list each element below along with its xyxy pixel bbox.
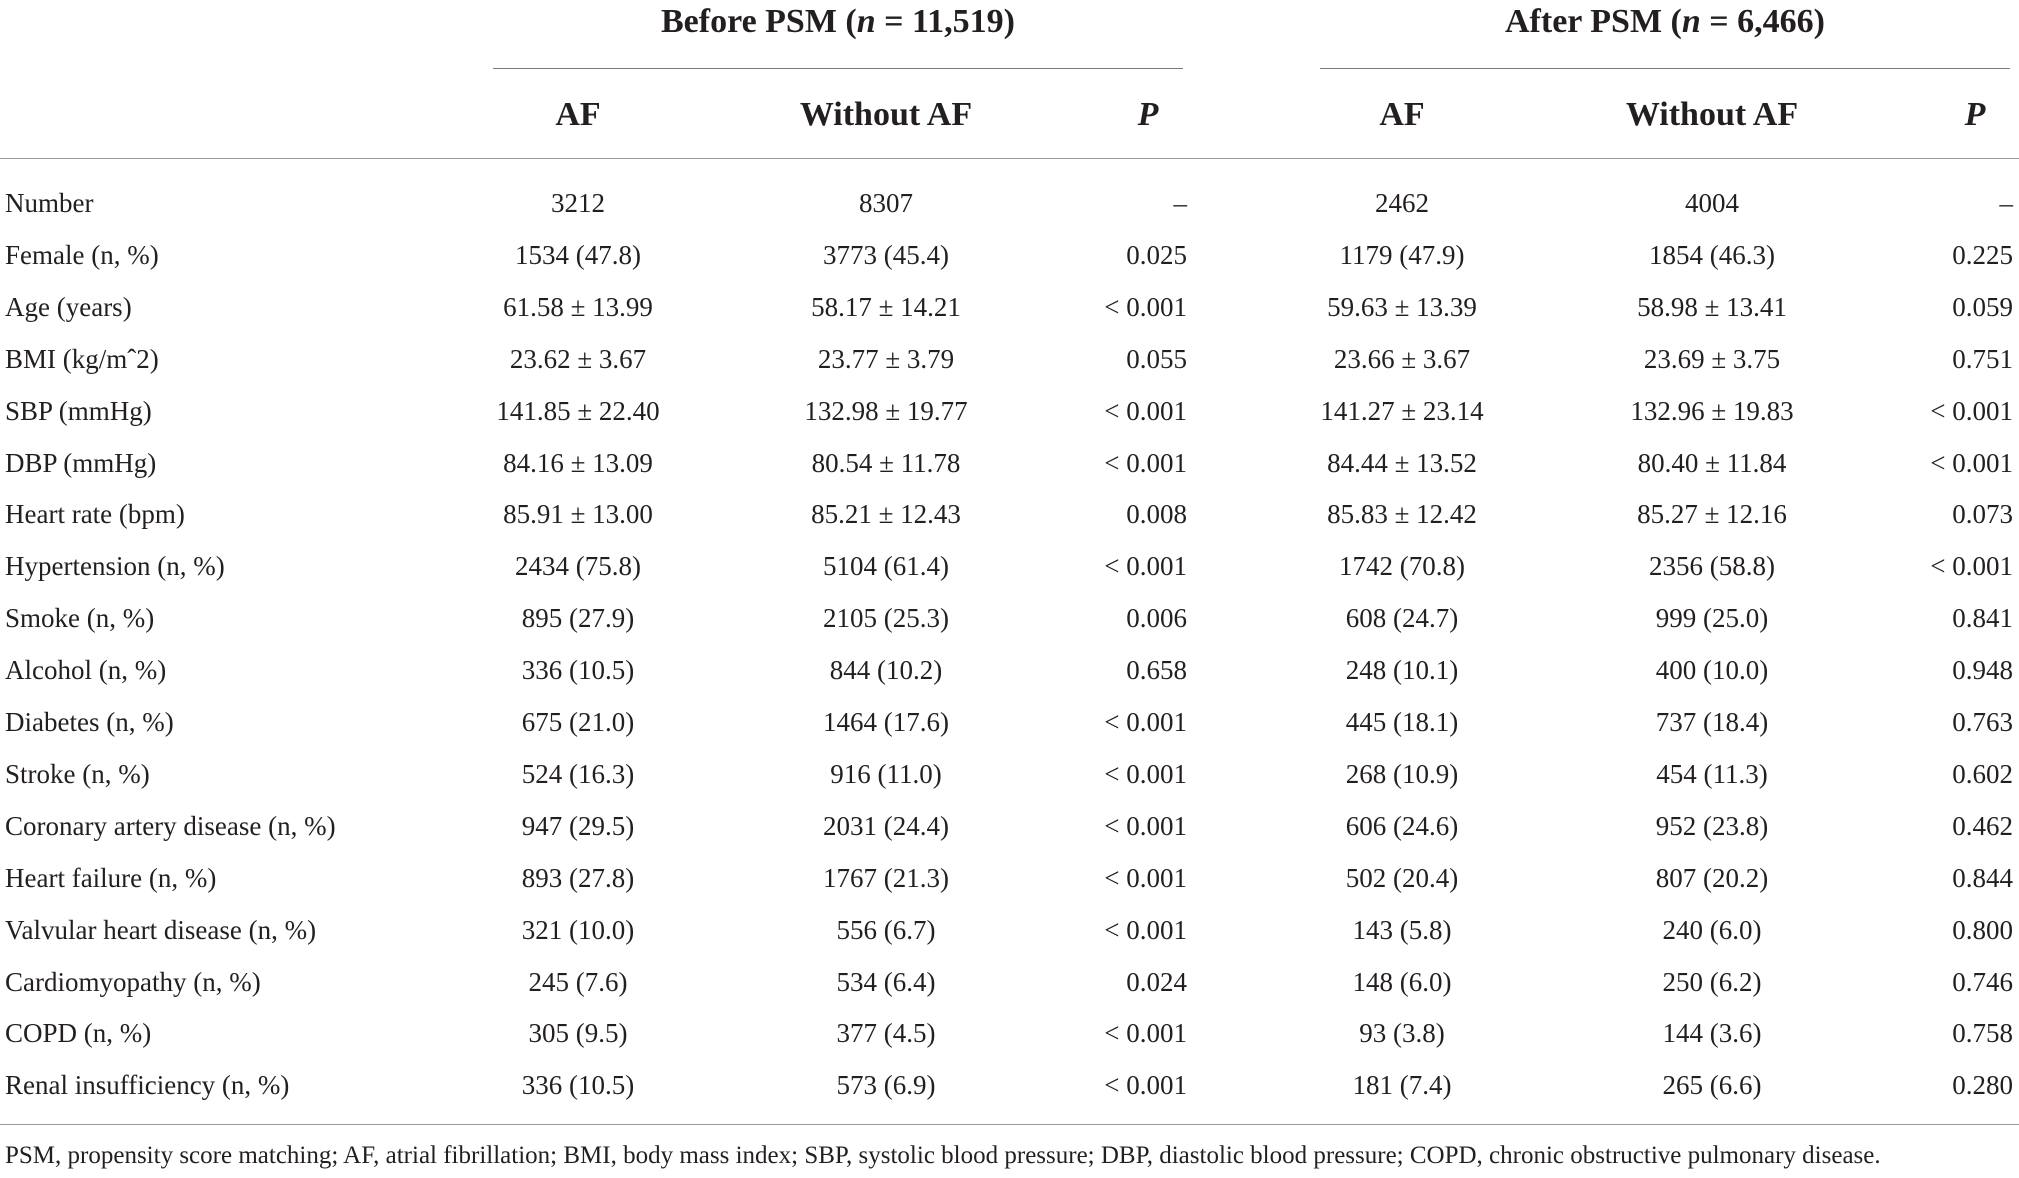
cell-p-before: 0.055 <box>1126 343 1187 374</box>
cell-without-af-after: 4004 <box>1685 188 1739 218</box>
table-row <box>0 1059 2019 1111</box>
cell-af-before: 84.16 ± 13.09 <box>503 447 653 478</box>
cell-p-before: < 0.001 <box>1104 395 1187 426</box>
cell-p-before: 0.024 <box>1126 966 1187 997</box>
cell-p-after: 0.948 <box>1952 655 2013 686</box>
cell-p-before: < 0.001 <box>1104 1018 1187 1049</box>
cell-p-before: < 0.001 <box>1104 707 1187 737</box>
cell-without-af-after: 807 (20.2) <box>1655 862 1769 893</box>
bottom-rule <box>0 1124 2019 1125</box>
group-header-prefix: Before PSM ( <box>661 3 857 40</box>
cell-without-af-after: 250 (6.2) <box>1662 966 1762 997</box>
row-label: Stroke (n, %) <box>5 758 150 789</box>
cell-p-before: 0.025 <box>1126 239 1187 270</box>
cell-af-before: 3212 <box>551 188 605 218</box>
group-header-n-symbol: n <box>1681 3 1701 40</box>
table-row <box>0 229 2019 281</box>
table-row <box>0 644 2019 696</box>
table-row <box>0 540 2019 592</box>
cell-af-after: 502 (20.4) <box>1345 862 1459 893</box>
cell-without-af-before: 5104 (61.4) <box>823 551 949 582</box>
cell-af-after: 248 (10.1) <box>1345 655 1459 686</box>
table-row <box>0 956 2019 1008</box>
cell-af-after: 1179 (47.9) <box>1339 239 1465 270</box>
cell-p-after: 0.225 <box>1952 239 2013 270</box>
cell-p-before: < 0.001 <box>1104 810 1187 841</box>
table-row <box>0 281 2019 333</box>
cell-p-after: < 0.001 <box>1930 447 2013 478</box>
cell-without-af-before: 2105 (25.3) <box>823 603 949 634</box>
cell-without-af-after: 85.27 ± 12.16 <box>1637 499 1787 530</box>
cell-af-after: 143 (5.8) <box>1352 914 1452 945</box>
cell-af-after: 181 (7.4) <box>1352 1070 1452 1101</box>
row-label: Age (years) <box>5 291 132 322</box>
cell-af-after: 2462 <box>1375 188 1429 218</box>
cell-p-after: 0.462 <box>1952 810 2013 841</box>
cell-p-before: < 0.001 <box>1104 914 1187 945</box>
cell-af-after: 1742 (70.8) <box>1339 551 1465 582</box>
cell-af-before: 85.91 ± 13.00 <box>503 499 653 530</box>
cell-without-af-before: 556 (6.7) <box>836 914 936 945</box>
cell-without-af-before: 80.54 ± 11.78 <box>811 447 961 478</box>
row-label: Cardiomyopathy (n, %) <box>5 966 261 997</box>
cell-p-after: 0.844 <box>1952 862 2013 893</box>
cell-p-before: < 0.001 <box>1104 1070 1187 1101</box>
row-label: COPD (n, %) <box>5 1018 152 1049</box>
cell-without-af-before: 3773 (45.4) <box>823 239 949 270</box>
cell-p-before: < 0.001 <box>1104 758 1187 789</box>
group-header-suffix: = 11,519) <box>875 3 1015 40</box>
column-header-without-af-before: Without AF <box>799 96 973 133</box>
row-label: Coronary artery disease (n, %) <box>5 810 336 841</box>
cell-af-before: 1534 (47.8) <box>515 239 641 270</box>
cell-without-af-before: 23.77 ± 3.79 <box>817 343 955 374</box>
cell-af-after: 85.83 ± 12.42 <box>1327 499 1477 530</box>
table-row <box>0 177 2019 229</box>
table-row <box>0 333 2019 385</box>
cell-without-af-after: 400 (10.0) <box>1655 655 1769 686</box>
cell-p-after: 0.800 <box>1952 914 2013 945</box>
cell-without-af-before: 1464 (17.6) <box>823 707 949 737</box>
cell-af-after: 93 (3.8) <box>1359 1018 1445 1049</box>
cell-af-after: 59.63 ± 13.39 <box>1327 291 1477 322</box>
table-row <box>0 488 2019 540</box>
table-row <box>0 437 2019 489</box>
cell-af-before: 141.85 ± 22.40 <box>496 395 660 426</box>
cell-without-af-before: 1767 (21.3) <box>823 862 949 893</box>
cell-without-af-after: 23.69 ± 3.75 <box>1643 343 1781 374</box>
table-footnote: PSM, propensity score matching; AF, atrial fibrillation; BMI, body mass index; SBP, systolic blood pressure; DBP, diastolic blood pressure; COPD, chronic obstructive pulmonary disease. <box>5 1142 1881 1169</box>
row-label: SBP (mmHg) <box>5 395 152 426</box>
cell-p-after: < 0.001 <box>1930 551 2013 582</box>
row-label: Smoke (n, %) <box>5 603 155 634</box>
cell-without-af-after: 132.96 ± 19.83 <box>1630 395 1794 426</box>
cell-af-after: 608 (24.7) <box>1345 603 1459 634</box>
row-label: Female (n, %) <box>5 239 159 270</box>
row-label: Heart rate (bpm) <box>5 499 185 530</box>
cell-without-af-after: 58.98 ± 13.41 <box>1637 291 1787 322</box>
table-row <box>0 748 2019 800</box>
cell-p-after: 0.602 <box>1952 758 2013 789</box>
column-header-p-after: P <box>1964 96 1986 133</box>
table-row <box>0 800 2019 852</box>
cell-p-before: < 0.001 <box>1104 551 1187 582</box>
header-rule <box>0 158 2019 159</box>
cell-af-before: 947 (29.5) <box>521 810 635 841</box>
cell-p-before: 0.658 <box>1126 655 1187 686</box>
cell-af-after: 141.27 ± 23.14 <box>1320 395 1484 426</box>
row-label: DBP (mmHg) <box>5 447 157 478</box>
table-row <box>0 696 2019 748</box>
cell-af-before: 893 (27.8) <box>521 862 635 893</box>
group-rule-after-psm <box>1320 68 2010 69</box>
cell-af-after: 148 (6.0) <box>1352 966 1452 997</box>
cell-without-af-after: 2356 (58.8) <box>1649 551 1775 582</box>
table-row <box>0 385 2019 437</box>
cell-p-before: 0.006 <box>1126 603 1187 634</box>
cell-without-af-before: 534 (6.4) <box>836 966 936 997</box>
cell-p-after: < 0.001 <box>1930 395 2013 426</box>
row-label: Valvular heart disease (n, %) <box>5 914 317 945</box>
cell-without-af-before: 85.21 ± 12.43 <box>811 499 961 530</box>
cell-af-before: 245 (7.6) <box>528 966 628 997</box>
cell-af-before: 675 (21.0) <box>521 707 635 737</box>
cell-without-af-after: 999 (25.0) <box>1655 603 1769 634</box>
row-label: Hypertension (n, %) <box>5 551 225 582</box>
cell-af-before: 524 (16.3) <box>521 758 635 789</box>
cell-without-af-after: 737 (18.4) <box>1655 707 1769 737</box>
cell-without-af-after: 1854 (46.3) <box>1649 239 1775 270</box>
cell-p-after: 0.746 <box>1952 966 2013 997</box>
cell-af-after: 606 (24.6) <box>1345 810 1459 841</box>
group-rule-before-psm <box>493 68 1183 69</box>
cell-p-after: 0.841 <box>1952 603 2013 634</box>
cell-without-af-before: 573 (6.9) <box>836 1070 936 1101</box>
cell-p-before: 0.008 <box>1126 499 1187 530</box>
row-label: Diabetes (n, %) <box>5 707 174 737</box>
table-row <box>0 592 2019 644</box>
cell-af-before: 336 (10.5) <box>521 1070 635 1101</box>
cell-p-before: < 0.001 <box>1104 447 1187 478</box>
row-label: Number <box>5 188 94 218</box>
row-label: Heart failure (n, %) <box>5 862 217 893</box>
group-header-before-psm <box>493 0 1183 48</box>
cell-p-after: 0.059 <box>1952 291 2013 322</box>
cell-without-af-before: 58.17 ± 14.21 <box>811 291 961 322</box>
cell-p-before: – <box>1173 188 1187 218</box>
cell-without-af-after: 144 (3.6) <box>1662 1018 1762 1049</box>
cell-af-before: 321 (10.0) <box>521 914 635 945</box>
cell-without-af-before: 377 (4.5) <box>836 1018 936 1049</box>
cell-p-after: 0.763 <box>1952 707 2013 737</box>
cell-p-after: 0.280 <box>1952 1070 2013 1101</box>
cell-p-after: 0.751 <box>1952 343 2013 374</box>
cell-without-af-after: 265 (6.6) <box>1662 1070 1762 1101</box>
cell-without-af-before: 844 (10.2) <box>829 655 943 686</box>
cell-without-af-before: 8307 <box>859 188 913 218</box>
cell-af-before: 336 (10.5) <box>521 655 635 686</box>
table-row <box>0 1007 2019 1059</box>
table-row <box>0 904 2019 956</box>
cell-without-af-after: 454 (11.3) <box>1656 758 1768 789</box>
cell-af-before: 895 (27.9) <box>521 603 635 634</box>
column-header-without-af-after: Without AF <box>1625 96 1799 133</box>
cell-af-before: 305 (9.5) <box>528 1018 628 1049</box>
column-header-af-before: AF <box>555 96 601 133</box>
row-label: Renal insufficiency (n, %) <box>5 1070 290 1101</box>
cell-af-after: 268 (10.9) <box>1345 758 1459 789</box>
cell-p-after: 0.758 <box>1952 1018 2013 1049</box>
cell-without-af-after: 952 (23.8) <box>1655 810 1769 841</box>
cell-without-af-after: 80.40 ± 11.84 <box>1637 447 1787 478</box>
cell-af-after: 23.66 ± 3.67 <box>1333 343 1471 374</box>
cell-p-after: 0.073 <box>1952 499 2013 530</box>
cell-af-before: 23.62 ± 3.67 <box>509 343 647 374</box>
group-header-after-psm <box>1320 0 2010 48</box>
row-label: Alcohol (n, %) <box>5 655 167 686</box>
row-label: BMI (kg/mˆ2) <box>5 343 159 374</box>
group-header-n-symbol: n <box>856 3 876 40</box>
table-row <box>0 852 2019 904</box>
cell-without-af-after: 240 (6.0) <box>1662 914 1762 945</box>
cell-without-af-before: 2031 (24.4) <box>823 810 949 841</box>
cell-p-after: – <box>1999 188 2013 218</box>
group-header-suffix: = 6,466) <box>1700 3 1825 40</box>
cell-without-af-before: 132.98 ± 19.77 <box>804 395 968 426</box>
cell-af-after: 84.44 ± 13.52 <box>1327 447 1477 478</box>
cell-af-after: 445 (18.1) <box>1345 707 1459 737</box>
group-header-prefix: After PSM ( <box>1505 3 1682 40</box>
column-header-p-before: P <box>1137 96 1159 133</box>
cell-af-before: 2434 (75.8) <box>515 551 641 582</box>
cell-p-before: < 0.001 <box>1104 291 1187 322</box>
cell-without-af-before: 916 (11.0) <box>830 758 942 789</box>
cell-p-before: < 0.001 <box>1104 862 1187 893</box>
column-header-af-after: AF <box>1379 96 1425 133</box>
cell-af-before: 61.58 ± 13.99 <box>503 291 653 322</box>
